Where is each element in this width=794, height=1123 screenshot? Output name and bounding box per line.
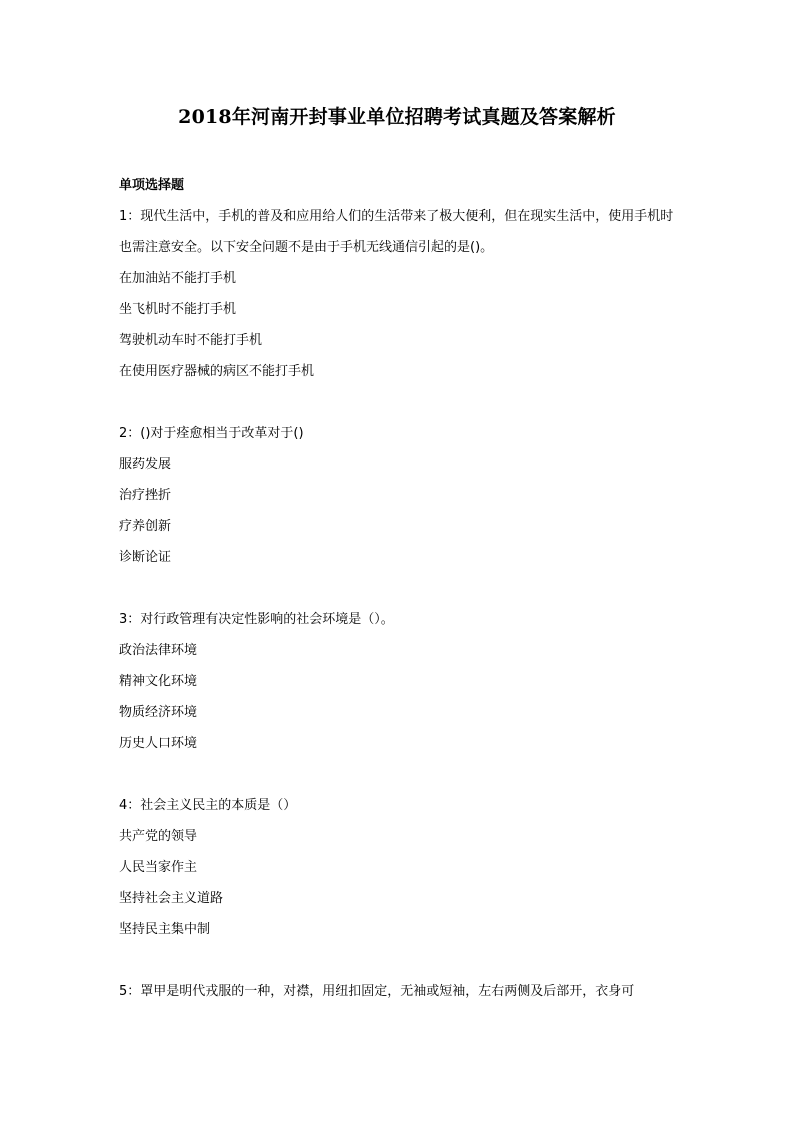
question-5 <box>119 976 679 1007</box>
option-c: 疗养创新 <box>119 519 172 534</box>
option-d: 坚持民主集中制 <box>119 922 211 937</box>
question-2 <box>119 418 679 573</box>
option-d: 诊断论证 <box>119 550 172 565</box>
document-body <box>119 170 679 1007</box>
spacer <box>119 945 679 976</box>
option-b: 坐飞机时不能打手机 <box>119 302 237 317</box>
option-b: 人民当家作主 <box>119 860 198 875</box>
option-d: 在使用医疗器械的病区不能打手机 <box>119 364 315 379</box>
option-a: 政治法律环境 <box>119 643 198 658</box>
option-c: 物质经济环境 <box>119 705 198 720</box>
option-c: 坚持社会主义道路 <box>119 891 224 906</box>
option-b: 治疗挫折 <box>119 488 172 503</box>
option-a: 服药发展 <box>119 457 172 472</box>
option-c: 驾驶机动车时不能打手机 <box>119 333 263 348</box>
question-stem: 4：社会主义民主的本质是（） <box>119 798 297 813</box>
spacer <box>119 387 679 418</box>
section-title: 单项选择题 <box>119 178 185 193</box>
spacer <box>119 573 679 604</box>
option-b: 精神文化环境 <box>119 674 198 689</box>
question-stem: 2：()对于痊愈相当于改革对于() <box>119 426 304 441</box>
option-d: 历史人口环境 <box>119 736 198 751</box>
option-a: 共产党的领导 <box>119 829 198 844</box>
question-stem: 3：对行政管理有决定性影响的社会环境是（）。 <box>119 612 394 627</box>
spacer <box>119 759 679 790</box>
document-title: 2018年河南开封事业单位招聘考试真题及答案解析 <box>178 106 616 128</box>
question-stem: 5：罩甲是明代戎服的一种，对襟，用纽扣固定，无袖或短袖，左右两侧及后部开，衣身可 <box>119 984 635 999</box>
question-1 <box>119 201 679 387</box>
option-a: 在加油站不能打手机 <box>119 271 237 286</box>
question-4 <box>119 790 679 945</box>
question-stem: 1：现代生活中，手机的普及和应用给人们的生活带来了极大便利，但在现实生活中，使用手机时也需注意安全。以下安全问题不是由于手机无线通信引起的是()。 <box>119 209 674 255</box>
question-3 <box>119 604 679 759</box>
